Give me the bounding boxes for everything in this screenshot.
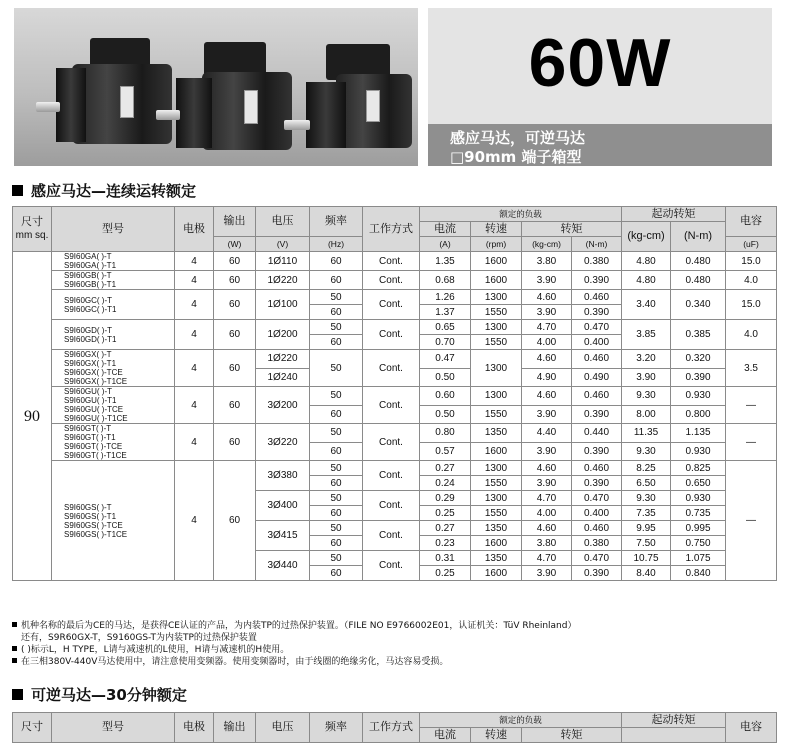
table-header-row [13, 207, 777, 222]
header-cell: 工作方式 [363, 207, 420, 252]
duty-cell: Cont. [363, 491, 420, 521]
voltage-cell: 1Ø100 [256, 290, 310, 320]
motor-image [32, 38, 172, 148]
duty-cell: Cont. [363, 290, 420, 320]
model-name: S9I60GU( )-T1CE [64, 414, 128, 423]
torque-nm-cell: 0.390 [572, 271, 622, 290]
model-name: S9I60GA( )-T1 [64, 261, 117, 270]
start-torque-nm-cell: 0.930 [671, 491, 726, 506]
square-bullet-icon [12, 622, 17, 627]
model-name: S9I60GS( )-T1 [64, 511, 117, 521]
header-cell: 型号 [52, 713, 175, 743]
output-cell: 60 [214, 461, 256, 581]
torque-nm-cell: 0.440 [572, 424, 622, 443]
voltage-cell: 1Ø110 [256, 252, 310, 271]
torque-nm-cell: 0.470 [572, 320, 622, 335]
header-cell: 转速 [471, 728, 522, 743]
torque-kgcm-cell: 3.90 [522, 271, 572, 290]
duty-cell: Cont. [363, 424, 420, 461]
start-torque-nm-cell: 0.800 [671, 405, 726, 424]
torque-kgcm-cell: 3.90 [522, 305, 572, 320]
frequency-cell: 50 [310, 521, 363, 536]
torque-kgcm-cell: 4.70 [522, 320, 572, 335]
model-cell [52, 350, 175, 387]
current-cell: 0.23 [420, 536, 471, 551]
start-torque-nm-cell: 0.930 [671, 442, 726, 461]
frequency-cell: 50 [310, 491, 363, 506]
current-cell: 0.50 [420, 368, 471, 387]
product-photo [14, 8, 418, 166]
voltage-cell: 1Ø200 [256, 320, 310, 350]
table-row [13, 387, 777, 406]
start-torque-kgcm-cell: 9.30 [622, 442, 671, 461]
speed-cell: 1600 [471, 536, 522, 551]
table-row [13, 290, 777, 305]
voltage-cell: 1Ø240 [256, 368, 310, 387]
duty-cell: Cont. [363, 521, 420, 551]
torque-kgcm-cell: 4.70 [522, 551, 572, 566]
start-torque-nm-cell: 0.320 [671, 350, 726, 369]
section-heading: 感应马达—连续运转额定 [12, 180, 196, 201]
poles-cell: 4 [175, 271, 214, 290]
table-row [13, 350, 777, 369]
speed-cell: 1600 [471, 271, 522, 290]
frequency-cell: 60 [310, 442, 363, 461]
start-torque-kgcm-cell: 6.50 [622, 476, 671, 491]
start-torque-nm-cell: 0.385 [671, 320, 726, 350]
header-cell: 频率 [310, 713, 363, 743]
model-name: S9I60GU( )-TCE [64, 405, 124, 414]
table-header-row [13, 713, 777, 728]
model-name: S9I60GB( )-T1 [64, 280, 117, 289]
speed-cell: 1300 [471, 387, 522, 406]
voltage-cell: 3Ø220 [256, 424, 310, 461]
model-cell [52, 387, 175, 424]
header-cell: 尺寸 mm sq. [13, 207, 52, 252]
torque-nm-cell: 0.400 [572, 335, 622, 350]
model-name: S9I60GB( )-T [64, 271, 112, 280]
torque-nm-cell: 0.470 [572, 551, 622, 566]
start-torque-kgcm-cell: 4.80 [622, 271, 671, 290]
frequency-cell: 50 [310, 424, 363, 443]
model-name: S9I60GS( )-TCE [64, 520, 123, 530]
frequency-cell: 60 [310, 566, 363, 581]
start-torque-nm-cell: 0.750 [671, 536, 726, 551]
torque-nm-cell: 0.460 [572, 461, 622, 476]
torque-kgcm-cell: 3.80 [522, 536, 572, 551]
table-row [13, 424, 777, 443]
header-cell: (W) [214, 237, 256, 252]
duty-cell: Cont. [363, 252, 420, 271]
torque-kgcm-cell: 4.60 [522, 461, 572, 476]
speed-cell: 1550 [471, 405, 522, 424]
header-cell: 工作方式 [363, 713, 420, 743]
torque-nm-cell: 0.380 [572, 536, 622, 551]
speed-cell: 1550 [471, 305, 522, 320]
start-torque-nm-cell: 0.840 [671, 566, 726, 581]
torque-kgcm-cell: 3.90 [522, 476, 572, 491]
header-cell: 输出 [214, 207, 256, 237]
header-cell: 型号 [52, 207, 175, 252]
model-name: S9I60GT( )-T [64, 424, 112, 433]
capacitor-cell: 15.0 [726, 252, 777, 271]
size-cell: 90 [13, 252, 52, 581]
start-torque-kgcm-cell: 3.90 [622, 368, 671, 387]
start-torque-kgcm-cell: 7.35 [622, 506, 671, 521]
current-cell: 0.31 [420, 551, 471, 566]
duty-cell: Cont. [363, 320, 420, 350]
current-cell: 1.35 [420, 252, 471, 271]
header-cell: 起动转矩 [622, 713, 726, 728]
torque-nm-cell: 0.400 [572, 506, 622, 521]
table-row [13, 252, 777, 271]
capacitor-cell: — [726, 461, 777, 581]
header-cell: (uF) [726, 237, 777, 252]
square-bullet-icon [12, 185, 23, 196]
start-torque-kgcm-cell: 8.00 [622, 405, 671, 424]
poles-cell: 4 [175, 461, 214, 581]
header-cell: (V) [256, 237, 310, 252]
start-torque-nm-cell: 0.650 [671, 476, 726, 491]
current-cell: 0.68 [420, 271, 471, 290]
current-cell: 0.29 [420, 491, 471, 506]
torque-nm-cell: 0.390 [572, 566, 622, 581]
speed-cell: 1550 [471, 476, 522, 491]
header-cell: 电容 [726, 207, 777, 237]
model-name: S9I60GD( )-T [64, 325, 113, 335]
header-cell: (kg-cm) [522, 237, 572, 252]
capacitor-cell: 4.0 [726, 271, 777, 290]
current-cell: 0.80 [420, 424, 471, 443]
model-name: S9I60GX( )-T1CE [64, 377, 128, 386]
torque-nm-cell: 0.470 [572, 491, 622, 506]
speed-cell: 1600 [471, 442, 522, 461]
header-cell: (rpm) [471, 237, 522, 252]
duty-cell: Cont. [363, 551, 420, 581]
frequency-cell: 50 [310, 461, 363, 476]
voltage-cell: 3Ø440 [256, 551, 310, 581]
current-cell: 0.24 [420, 476, 471, 491]
model-name: S9I60GC( )-T1 [64, 304, 117, 314]
start-torque-kgcm-cell: 4.80 [622, 252, 671, 271]
speed-cell: 1300 [471, 491, 522, 506]
note-item: 还有，S9R60GX-T，S9160GS-T为内装TP的过热保护装置 [21, 633, 257, 643]
note-item: 机种名称的最后为CE的马达，是获得CE认证的产品，为内装TP的过热保护装置。（FILE NO E9766002E01，认证机关：TüV Rheinland） [12, 620, 772, 632]
model-cell [52, 461, 175, 581]
square-bullet-icon [12, 658, 17, 663]
header-cell: 电极 [175, 207, 214, 252]
capacitor-cell: 4.0 [726, 320, 777, 350]
current-cell: 0.47 [420, 350, 471, 369]
poles-cell: 4 [175, 252, 214, 271]
motor-image [154, 42, 294, 152]
frequency-cell: 50 [310, 387, 363, 406]
speed-cell: 1300 [471, 290, 522, 305]
start-torque-nm-cell: 1.075 [671, 551, 726, 566]
torque-kgcm-cell: 4.60 [522, 290, 572, 305]
voltage-cell: 3Ø380 [256, 461, 310, 491]
model-name: S9I60GU( )-T1 [64, 396, 117, 405]
duty-cell: Cont. [363, 271, 420, 290]
header-cell: 电流 [420, 222, 471, 237]
torque-kgcm-cell: 4.00 [522, 506, 572, 521]
speed-cell: 1350 [471, 551, 522, 566]
output-cell: 60 [214, 424, 256, 461]
start-torque-kgcm-cell: 8.25 [622, 461, 671, 476]
poles-cell: 4 [175, 320, 214, 350]
output-cell: 60 [214, 387, 256, 424]
start-torque-nm-cell: 0.390 [671, 368, 726, 387]
model-cell [52, 290, 175, 320]
page-title: 60W [528, 25, 672, 101]
voltage-cell: 3Ø415 [256, 521, 310, 551]
speed-cell: 1550 [471, 506, 522, 521]
output-cell: 60 [214, 252, 256, 271]
header-cell: 转速 [471, 222, 522, 237]
start-torque-kgcm-cell: 11.35 [622, 424, 671, 443]
header-cell: (N-m) [572, 237, 622, 252]
voltage-cell: 1Ø220 [256, 350, 310, 369]
model-name: S9I60GS( )-T [64, 502, 112, 512]
title-box [428, 8, 772, 124]
start-torque-nm-cell: 0.480 [671, 252, 726, 271]
frequency-cell: 50 [310, 320, 363, 335]
current-cell: 0.65 [420, 320, 471, 335]
note-item: ( )标示L，H TYPE，L请与减速机的L使用，H请与减速机的H使用。 [12, 644, 772, 656]
table-row [13, 271, 777, 290]
output-cell: 60 [214, 271, 256, 290]
start-torque-kgcm-cell: 3.40 [622, 290, 671, 320]
start-torque-nm-cell: 1.135 [671, 424, 726, 443]
model-name: S9I60GD( )-T1 [64, 334, 117, 344]
header-cell: 起动转矩 [622, 207, 726, 222]
torque-nm-cell: 0.460 [572, 350, 622, 369]
header-cell: 频率 [310, 207, 363, 237]
header-cell: 转矩 [522, 222, 622, 237]
torque-kgcm-cell: 3.90 [522, 405, 572, 424]
header-cell: (A) [420, 237, 471, 252]
torque-nm-cell: 0.390 [572, 305, 622, 320]
output-cell: 60 [214, 320, 256, 350]
frequency-cell: 60 [310, 476, 363, 491]
model-name: S9I60GX( )-T1 [64, 359, 117, 368]
current-cell: 0.57 [420, 442, 471, 461]
header-cell: 输出 [214, 713, 256, 743]
motor-image [276, 38, 416, 148]
model-name: S9I60GX( )-TCE [64, 368, 123, 377]
poles-cell: 4 [175, 424, 214, 461]
speed-cell: 1550 [471, 335, 522, 350]
torque-nm-cell: 0.390 [572, 442, 622, 461]
torque-nm-cell: 0.380 [572, 252, 622, 271]
model-cell [52, 252, 175, 271]
start-torque-kgcm-cell: 10.75 [622, 551, 671, 566]
torque-nm-cell: 0.460 [572, 521, 622, 536]
section-heading: 可逆马达—30分钟额定 [12, 684, 187, 705]
model-name: S9I60GT( )-TCE [64, 442, 123, 451]
table-row [13, 461, 777, 476]
frequency-cell: 60 [310, 536, 363, 551]
speed-cell: 1300 [471, 320, 522, 335]
model-name: S9I60GS( )-T1CE [64, 529, 128, 539]
model-cell [52, 271, 175, 290]
frequency-cell: 60 [310, 305, 363, 320]
voltage-cell: 1Ø220 [256, 271, 310, 290]
square-bullet-icon [12, 689, 23, 700]
torque-nm-cell: 0.460 [572, 290, 622, 305]
note-item: 在三相380V-440V马达使用中，请注意使用变频器。使用变频器时，由于线圈的绝缘劣化，马达容易受损。 [12, 656, 772, 668]
torque-kgcm-cell: 3.90 [522, 566, 572, 581]
header-cell [622, 728, 726, 743]
torque-kgcm-cell: 4.60 [522, 350, 572, 369]
poles-cell: 4 [175, 290, 214, 320]
frequency-cell: 50 [310, 290, 363, 305]
output-cell: 60 [214, 290, 256, 320]
duty-cell: Cont. [363, 461, 420, 491]
start-torque-kgcm-cell: 8.40 [622, 566, 671, 581]
torque-kgcm-cell: 3.90 [522, 442, 572, 461]
notes-list [12, 620, 772, 668]
spec-table-2 [12, 712, 777, 743]
poles-cell: 4 [175, 350, 214, 387]
model-name: S9I60GA( )-T [64, 252, 112, 261]
voltage-cell: 3Ø200 [256, 387, 310, 424]
torque-kgcm-cell: 4.60 [522, 521, 572, 536]
start-torque-kgcm-cell: 7.50 [622, 536, 671, 551]
frequency-cell: 60 [310, 405, 363, 424]
header-cell: 转矩 [522, 728, 622, 743]
current-cell: 0.60 [420, 387, 471, 406]
subtitle-line-1: 感应马达，可逆马达 [450, 129, 586, 147]
torque-kgcm-cell: 4.60 [522, 387, 572, 406]
subtitle-line-2: □90mm 端子箱型 [450, 148, 582, 166]
start-torque-nm-cell: 0.995 [671, 521, 726, 536]
model-name: S9I60GX( )-T [64, 350, 112, 359]
torque-nm-cell: 0.490 [572, 368, 622, 387]
capacitor-cell: — [726, 387, 777, 424]
header-cell: 额定的负载 [420, 207, 622, 222]
table-row [13, 320, 777, 335]
frequency-cell: 60 [310, 335, 363, 350]
capacitor-cell: 15.0 [726, 290, 777, 320]
model-name: S9I60GU( )-T [64, 387, 113, 396]
poles-cell: 4 [175, 387, 214, 424]
torque-nm-cell: 0.390 [572, 476, 622, 491]
square-bullet-icon [12, 646, 17, 651]
frequency-cell: 60 [310, 252, 363, 271]
duty-cell: Cont. [363, 350, 420, 387]
start-torque-nm-cell: 0.340 [671, 290, 726, 320]
start-torque-nm-cell: 0.825 [671, 461, 726, 476]
start-torque-nm-cell: 0.930 [671, 387, 726, 406]
start-torque-kgcm-cell: 9.30 [622, 387, 671, 406]
header-cell: 电极 [175, 713, 214, 743]
torque-nm-cell: 0.390 [572, 405, 622, 424]
start-torque-kgcm-cell: 3.85 [622, 320, 671, 350]
current-cell: 0.25 [420, 506, 471, 521]
spec-table [12, 206, 777, 581]
header-cell: (Hz) [310, 237, 363, 252]
header-cell: 尺寸 [13, 713, 52, 743]
current-cell: 0.27 [420, 521, 471, 536]
model-name: S9I60GT( )-T1CE [64, 451, 127, 460]
model-name: S9I60GC( )-T [64, 295, 113, 305]
speed-cell: 1300 [471, 350, 522, 387]
speed-cell: 1600 [471, 252, 522, 271]
header-cell: 电压 [256, 207, 310, 237]
start-torque-kgcm-cell: 3.20 [622, 350, 671, 369]
header-cell: (kg-cm) [622, 222, 671, 252]
torque-nm-cell: 0.460 [572, 387, 622, 406]
voltage-cell: 3Ø400 [256, 491, 310, 521]
header-cell: 电容 [726, 713, 777, 743]
capacitor-cell: 3.5 [726, 350, 777, 387]
torque-kgcm-cell: 3.80 [522, 252, 572, 271]
speed-cell: 1300 [471, 461, 522, 476]
capacitor-cell: — [726, 424, 777, 461]
model-name: S9I60GT( )-T1 [64, 433, 116, 442]
start-torque-kgcm-cell: 9.95 [622, 521, 671, 536]
frequency-cell: 50 [310, 551, 363, 566]
model-cell [52, 424, 175, 461]
start-torque-nm-cell: 0.735 [671, 506, 726, 521]
subtitle-box [428, 124, 772, 166]
current-cell: 1.26 [420, 290, 471, 305]
start-torque-kgcm-cell: 9.30 [622, 491, 671, 506]
current-cell: 0.70 [420, 335, 471, 350]
output-cell: 60 [214, 350, 256, 387]
speed-cell: 1600 [471, 566, 522, 581]
header-cell: 额定的负载 [420, 713, 622, 728]
current-cell: 0.25 [420, 566, 471, 581]
speed-cell: 1350 [471, 521, 522, 536]
frequency-cell: 60 [310, 271, 363, 290]
current-cell: 0.50 [420, 405, 471, 424]
torque-kgcm-cell: 4.00 [522, 335, 572, 350]
header-cell: (N-m) [671, 222, 726, 252]
torque-kgcm-cell: 4.90 [522, 368, 572, 387]
frequency-cell: 60 [310, 506, 363, 521]
header-cell: 电流 [420, 728, 471, 743]
current-cell: 0.27 [420, 461, 471, 476]
start-torque-nm-cell: 0.480 [671, 271, 726, 290]
torque-kgcm-cell: 4.40 [522, 424, 572, 443]
torque-kgcm-cell: 4.70 [522, 491, 572, 506]
speed-cell: 1350 [471, 424, 522, 443]
duty-cell: Cont. [363, 387, 420, 424]
frequency-cell: 50 [310, 350, 363, 387]
header-cell: 电压 [256, 713, 310, 743]
model-cell [52, 320, 175, 350]
current-cell: 1.37 [420, 305, 471, 320]
